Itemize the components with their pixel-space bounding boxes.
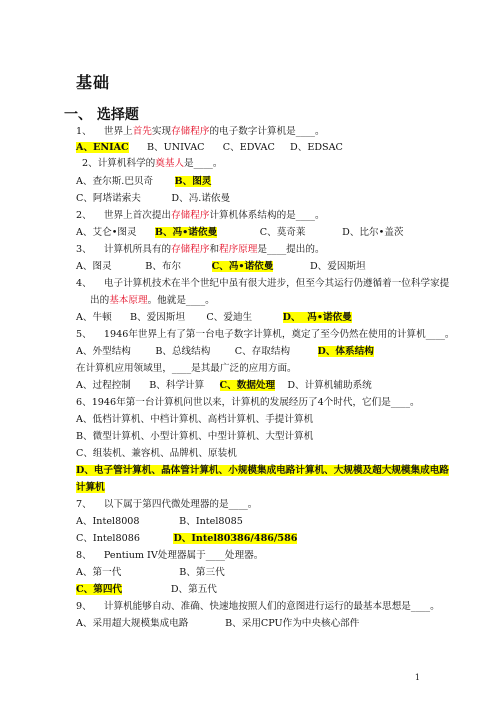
answer-option-a: A、图灵	[76, 261, 112, 272]
question-2: 2、计算机科学的奠基人是____。	[82, 158, 223, 169]
answer-option-d: D、体系结构	[317, 346, 374, 357]
answer-option-d: D、比尔•盖茨	[342, 227, 404, 238]
answer-option-a: A、牛顿	[76, 312, 112, 323]
answer-option-a: A、低档计算机、中档计算机、高档计算机、手提计算机	[76, 414, 314, 425]
question-4: 3、 计算机所具有的存储程序和程序原理是____提出的。	[76, 244, 325, 255]
answer-option-b: B、图灵	[174, 176, 212, 187]
answer-option-a: A、Intel8008	[76, 516, 140, 527]
answer-option-c: C、组装机、兼容机、品牌机、原装机	[76, 448, 237, 459]
answer-option-d: D、Intel80386/486/586	[173, 533, 298, 544]
question-1-options	[76, 142, 343, 154]
question-4-options	[76, 261, 366, 273]
question-5-continued: 出的基本原理。他就是____。	[90, 295, 215, 306]
answer-option-b: B、第三代	[179, 567, 225, 578]
answer-option-d: D、计算机辅助系统	[287, 380, 372, 391]
answer-option-a: A、ENIAC	[76, 142, 129, 153]
answer-option-a: A、第一代	[76, 567, 122, 578]
highlighted-term: 存储程序	[171, 210, 210, 221]
answer-option-d: D、电子管计算机、晶体管计算机、小规模集成电路计算机、大规模及超大规模集成电路	[76, 465, 449, 476]
question-8: 6、1946年第一台计算机问世以来，计算机的发展经历了4个时代，它们是____。	[76, 397, 420, 408]
answer-option-c: C、爱迪生	[206, 312, 253, 323]
question-10: 8、 Pentium IV处理器属于____处理器。	[76, 550, 264, 561]
question-3: 2、 世界上首次提出存储程序计算机体系结构的是____。	[76, 210, 325, 221]
answer-option-d: D、第五代	[170, 584, 217, 595]
answer-option-c: C、Intel8086	[76, 533, 140, 544]
question-9-options	[76, 516, 243, 528]
highlighted-term: 存储程序	[171, 126, 210, 137]
question-6: 5、 1946年世界上有了第一台电子数字计算机，奠定了至今仍然在使用的计算机____。	[76, 329, 455, 340]
section-heading: 一、 选择题	[64, 107, 139, 123]
answer-option-c: C、第四代	[76, 584, 123, 595]
question-9-options-2	[76, 533, 297, 545]
answer-option-c: C、冯•诺依曼	[211, 261, 274, 272]
question-6-options	[76, 346, 374, 358]
answer-option-b: B、爱因斯坦	[130, 312, 186, 323]
answer-option-c: C、阿塔诺索夫	[76, 193, 141, 204]
answer-option-a: A、外型结构	[76, 346, 131, 357]
highlighted-term: 程序原理	[219, 244, 258, 255]
answer-option-d: D、EDSAC	[290, 142, 343, 153]
answer-option-b: B、微型计算机、小型计算机、中型计算机、大型计算机	[76, 431, 314, 442]
highlighted-term: 存储程序	[171, 244, 210, 255]
answer-option-b: B、UNIVAC	[147, 142, 205, 153]
answer-option-d: D、冯.诺依曼	[171, 193, 231, 204]
answer-option-d: D、爱因斯坦	[309, 261, 366, 272]
answer-option-c: C、数据处理	[219, 380, 276, 391]
question-2-options	[76, 176, 211, 188]
answer-option-c: C、存取结构	[234, 346, 291, 357]
answer-option-b: B、冯•诺依曼	[154, 227, 218, 238]
answer-option-b: B、Intel8085	[179, 516, 243, 527]
answer-option-d-continued: 计算机	[76, 482, 105, 493]
question-10-options	[76, 567, 225, 579]
question-5: 4、 电子计算机技术在半个世纪中虽有很大进步，但至今其运行仍遵循着一位科学家提	[76, 278, 450, 289]
question-10-options-2	[76, 584, 217, 596]
answer-option-a: A、艾仑•图灵	[76, 227, 137, 238]
question-number: 1、	[76, 126, 92, 137]
question-9: 7、 以下属于第四代微处理器的是____。	[76, 499, 258, 510]
highlighted-term: 基本原理	[109, 295, 148, 306]
question-3-options	[76, 227, 403, 239]
answer-option-c: C、莫奇莱	[259, 227, 306, 238]
answer-option-a: A、查尔斯.巴贝奇	[76, 176, 154, 187]
question-7: 在计算机应用领域里，____是其最广泛的应用方面。	[76, 363, 297, 374]
answer-option-a: A、采用超大规模集成电路	[76, 618, 189, 629]
question-11-options	[76, 618, 359, 630]
page-title: 基础	[76, 73, 111, 92]
question-11: 9、 计算机能够自动、准确、快速地按照人们的意图进行运行的最基本思想是____。	[76, 601, 440, 612]
answer-option-b: B、采用CPU作为中央核心部件	[225, 618, 360, 629]
answer-option-b: B、布尔	[145, 261, 182, 272]
answer-option-a: A、过程控制	[76, 380, 131, 391]
question-2-options-2	[76, 193, 230, 205]
answer-option-b: B、科学计算	[149, 380, 205, 391]
question-5-options	[76, 312, 352, 324]
question-1: 1、 世界上首先实现存储程序的电子数字计算机是____。	[76, 126, 325, 137]
answer-option-b: B、总线结构	[155, 346, 211, 357]
page-number: 1	[414, 673, 420, 682]
highlighted-term: 奠基人	[155, 158, 185, 169]
answer-option-c: C、EDVAC	[222, 142, 275, 153]
highlighted-term: 首先	[132, 126, 152, 137]
question-7-options	[76, 380, 372, 392]
answer-option-d: D、 冯•诺依曼	[282, 312, 352, 323]
